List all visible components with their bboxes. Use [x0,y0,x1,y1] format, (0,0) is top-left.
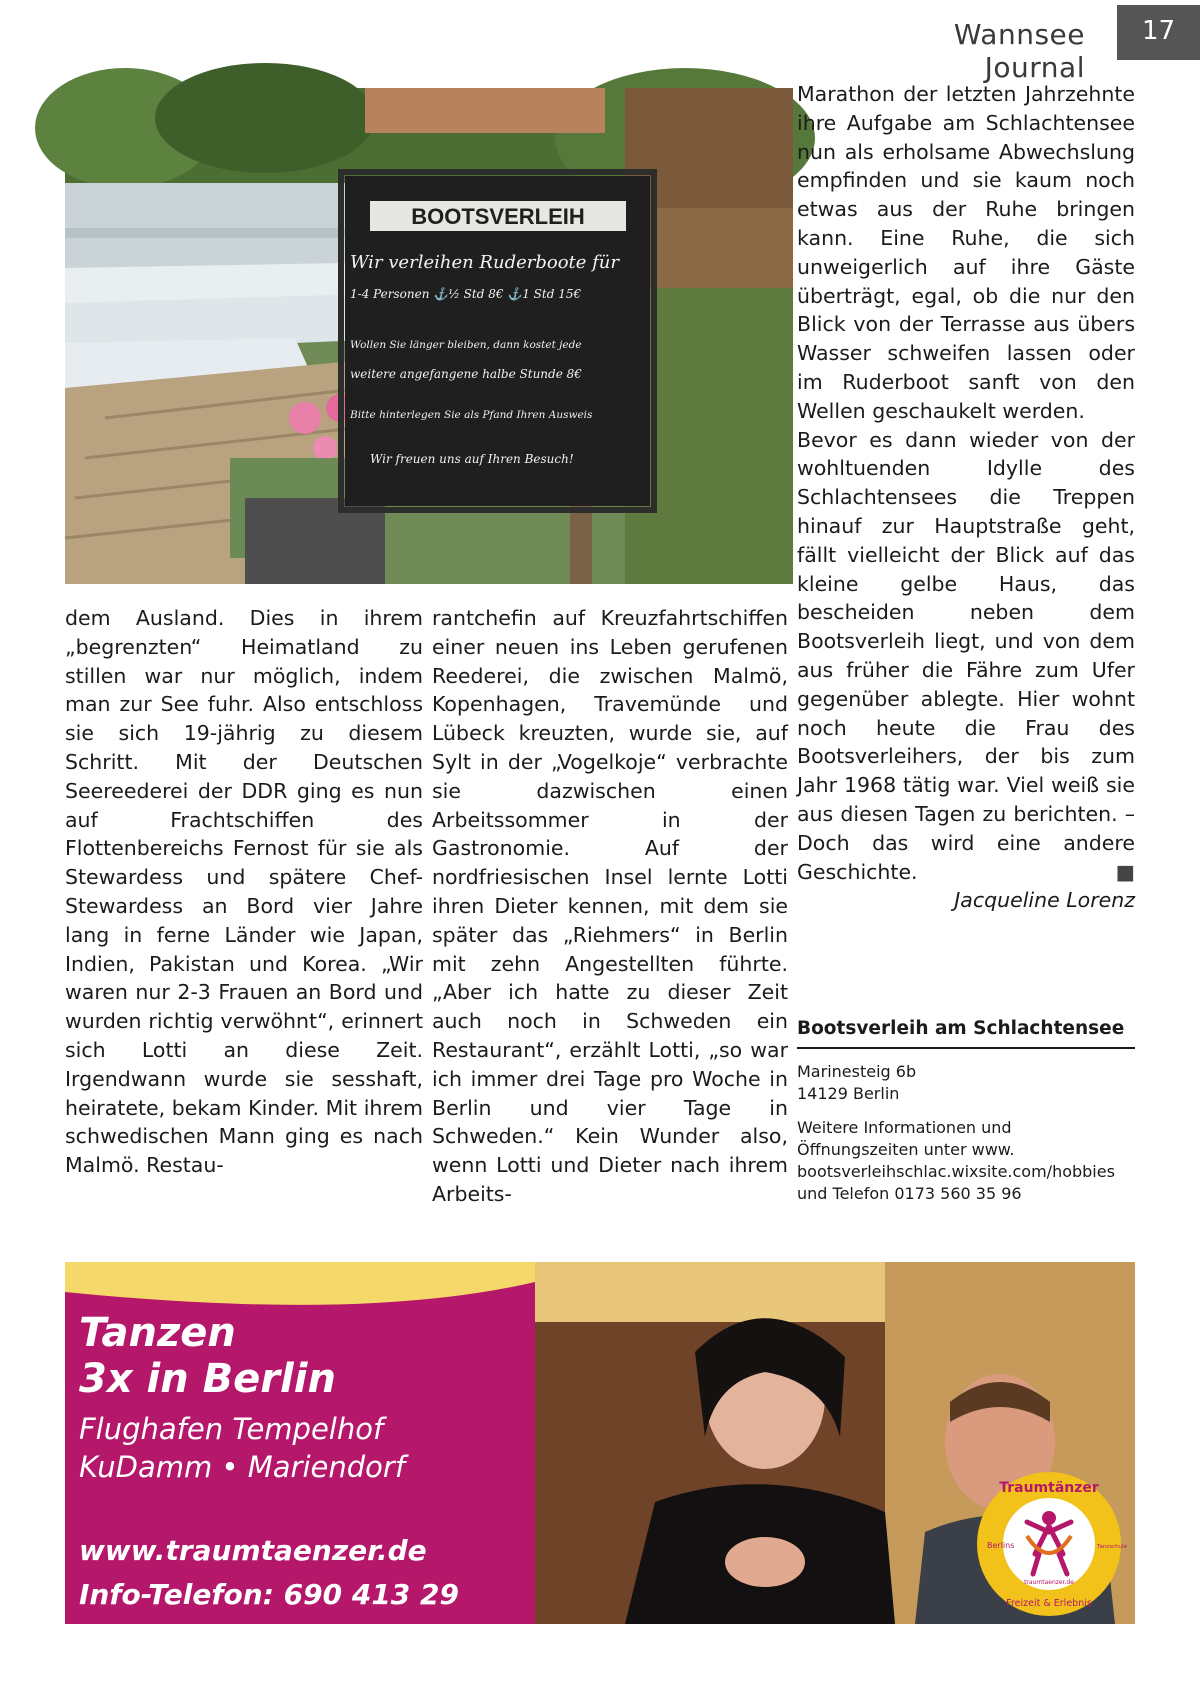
boat-rental-photo [65,88,793,584]
article-text: dem Ausland. Dies in ihrem „begrenzten“ Heimatland zu stillen war nur möglich, indem man zur See fuhr. Also entschloss sie sich 19-jährig zu diesem Schritt. Mit der Deutschen Seereederei der DDR ging es nun auf Frachtschiffen des Flottenbereichs Fernost für sie als Stewardess und spätere Chef-Stewardess an Bord vier Jahre lang in ferne Länder wie Japan, Indien, Pakistan und Korea. „Wir waren nur 2-3 Frauen an Bord und wurden richtig verwöhnt“, erinnert sich Lotti an diese Zeit. Irgendwann wurde sie sesshaft, heiratete, bekam Kinder. Mit ihrem schwedischen Mann ging es nach Malmö. Restau- [65,606,423,1178]
article-column-1 [65,604,423,1180]
info-box [797,1018,1135,1205]
info-city: 14129 Berlin [797,1084,900,1103]
ad-headline [79,1310,336,1402]
article-column-3 [797,80,1135,915]
ad-headline-line: Tanzen [79,1310,236,1356]
ad-location: Flughafen Tempelhof [79,1412,384,1446]
ad-phone: Info-Telefon: 690 413 29 [79,1578,459,1611]
info-heading: Bootsverleih am Schlachtensee [797,1018,1135,1049]
article-paragraph [797,426,1135,887]
ad-locations [79,1410,405,1486]
info-more-line: Weitere Informationen und [797,1118,1012,1137]
logo-right-text: Tanzschule [1097,1544,1127,1550]
ad-url-link[interactable]: www.traumtaenzer.de [79,1534,427,1567]
info-website[interactable]: bootsverleihschlac.wixsite.com/hobbies [797,1162,1115,1181]
info-address [797,1061,1135,1105]
info-street: Marinesteig 6b [797,1062,917,1081]
article-author: Jacqueline Lorenz [954,888,1135,913]
end-mark-icon: ■ [1115,859,1135,884]
sign-heading: BOOTSVERLEIH [411,204,585,229]
info-more [797,1117,1135,1205]
page-number: 17 [1141,16,1176,46]
sign-line-1: Wir verleihen Ruderboote für [350,252,620,273]
ad-headline-line: 3x in Berlin [79,1356,336,1402]
logo-top-text: Traumtänzer [999,1480,1099,1496]
ad-location: KuDamm • Mariendorf [79,1450,406,1484]
sign-line-3: Wollen Sie länger bleiben, dann kostet jede [350,339,582,351]
article-text: rantchefin auf Kreuzfahrtschiffen einer neuen ins Leben gerufenen Reederei, die zwischen Malmö, Kopenhagen, Travemünde und Lübeck kreuzten, wurde sie, auf Sylt in der „Vogelkoje“ verbrachte sie dazwischen einen Arbeitssommer in der Gastronomie. Auf der nordfriesischen Insel lernte Lotti ihren Dieter kennen, mit dem sie später das „Riehmers“ in Berlin mit zehn Angestellten führte. „Aber ich hatte zu dieser Zeit auch noch in Schweden ein Restaurant“, erzählt Lotti, „so war ich immer drei Tage pro Woche in Berlin und vier Tage in Schweden.“ Kein Wunder also, wenn Lotti und Dieter nach ihrem Arbeits- [432,606,788,1206]
traumtaenzer-logo [975,1470,1127,1618]
info-phone: und Telefon 0173 560 35 96 [797,1184,1022,1203]
sign-line-5: Bitte hinterlegen Sie als Pfand Ihren Ausweis [350,409,593,421]
info-more-line: Öffnungszeiten unter www. [797,1140,1015,1159]
article-column-2 [432,604,788,1209]
sign-line-2: 1-4 Personen ⚓½ Std 8€ ⚓1 Std 15€ [350,287,582,301]
logo-bottom-text: Freizeit & Erlebnis [1006,1598,1092,1609]
sign-line-4: weitere angefangene halbe Stunde 8€ [350,367,582,381]
article-paragraph-text: Bevor es dann wieder von der wohltuenden Idylle des Schlachtensees die Treppen hinauf zur Hauptstraße geht, fällt vielleicht der Blick auf das kleine gelbe Haus, das bescheiden neben dem Bootsverleih liegt, und von dem aus früher die Fähre zum Ufer gegenüber ablegte. Hier wohnt noch heute die Frau des Bootsverleihers, der bis zum Jahr 1968 tätig war. Viel weiß sie aus diesen Tagen zu berichten. – Doch das wird eine andere Geschichte. [797,427,1135,884]
sign-line-6: Wir freuen uns auf Ihren Besuch! [370,452,574,466]
article-paragraph: Marathon der letzten Jahrzehnte ihre Aufgabe am Schlachtensee nun als erholsame Abwechslung empfinden und sie kaum noch etwas aus der Ruhe bringen kann. Eine Ruhe, die sich unweigerlich auf ihre Gäste überträgt, egal, ob die nur den Blick von der Terrasse aus übers Wasser schweifen lassen oder im Ruderboot sanft von den Wellen geschaukelt werden. [797,82,1135,423]
journal-title: Wannsee Journal [953,18,1085,84]
logo-left-text: Berlins [987,1541,1015,1550]
logo-center-text: traumtaenzer.de [1024,1579,1074,1586]
